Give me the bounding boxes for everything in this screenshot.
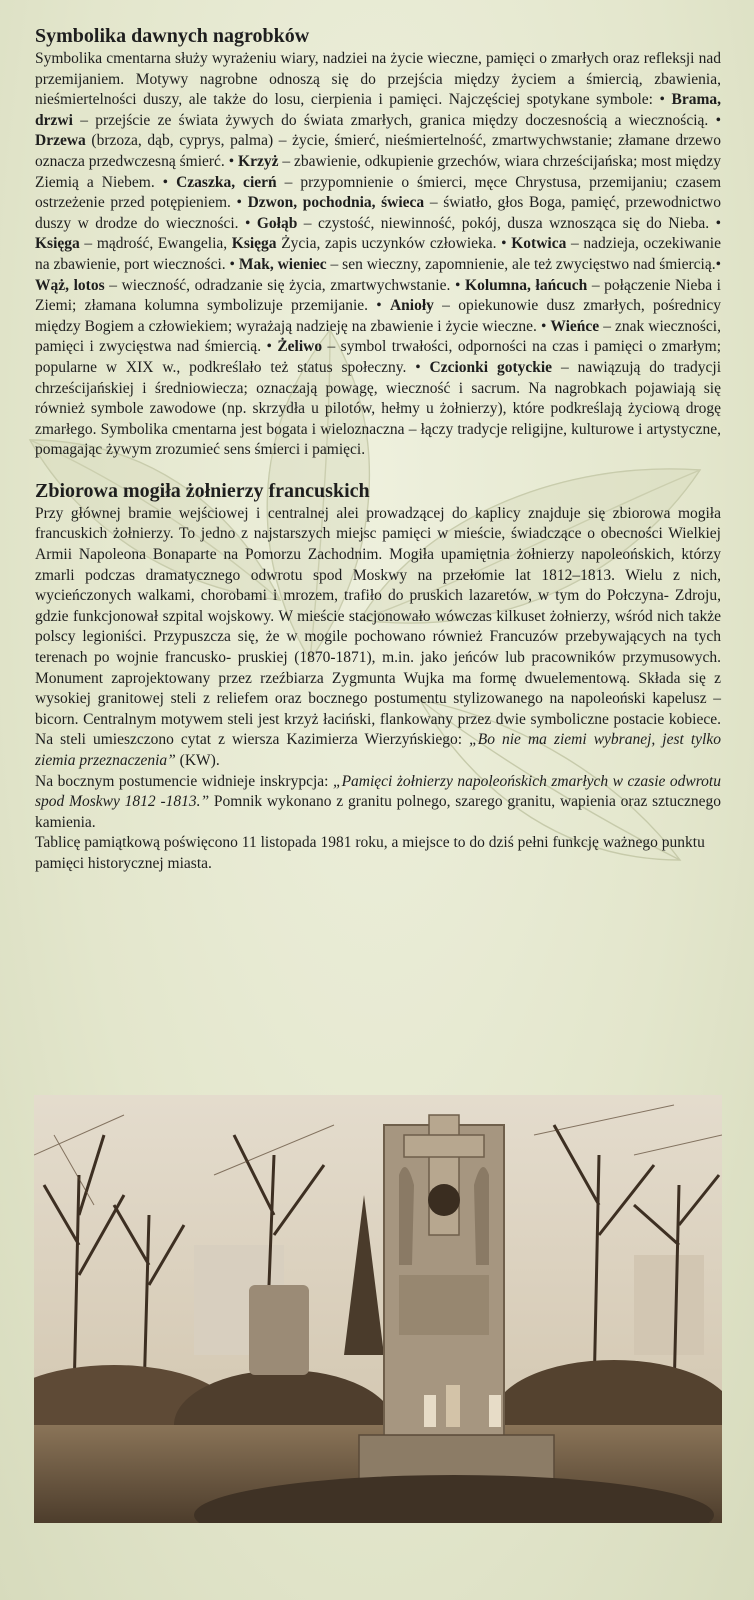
symbol-term: Dzwon, pochodnia, świeca bbox=[247, 194, 425, 212]
quote-author: (KW). bbox=[175, 752, 220, 769]
section-title-symbolism: Symbolika dawnych nagrobków bbox=[35, 25, 310, 47]
text-content bbox=[35, 24, 721, 875]
symbolism-paragraph: Symbolika cmentarna służy wyrażeniu wiary, nadziei na życie wieczne, pamięci o zmarłych oraz refleksji nad przemijaniem. Motywy nagrobne odnoszą się do przejścia między życiem a śmiercią, zbawienia, nieśmiertelności duszy, ale także do losu, cierpienia i pamięci. Najczęściej spotykane symbole: • Brama, drzwi – przejście ze świata żywych do świata zmarłych, granica między doczesnością a wiecznością. • Drzewa (brzoza, dąb, cyprys, palma) – życie, śmierć, nieśmiertelność, zmartwychwstanie; złamane drzewo oznacza przedwczesną śmierć. • Krzyż – zbawienie, odkupienie grzechów, wiara chrześcijańska; most między Ziemią a Niebem. • Czaszka, cierń – przypomnienie o śmierci, męce Chrystusa, przemijaniu; czasem ostrzeżenie przed potępieniem. • Dzwon, pochodnia, świeca – światło, głos Boga, pamięć, przewodnictwo duszy w drodze do wieczności. • Gołąb – czystość, niewinność, pokój, dusza wznosząca się do Nieba. • Księga – mądrość, Ewangelia, Księga Życia, zapis uczynków człowieka. • Kotwica – nadzieja, oczekiwanie na zbawienie, port wieczności. • Mak, wieniec – sen wieczny, zapomnienie, ale też zwycięstwo nad śmiercią.• Wąż, lotos – wieczność, odradzanie się życia, zmartwychwstanie. • Kolumna, łańcuch – połączenie Nieba i Ziemi; złamana kolumna symbolizuje przemijanie. • Anioły – opiekunowie dusz zmarłych, pośrednicy między Bogiem a człowiekiem; wyrażają nadzieję na zbawienie i życie wieczne. • Wieńce – znak wieczności, pamięci i zwycięstwa nad śmiercią. • Żeliwo – symbol trwałości, odporności na czas i pamięci o zmarłym; popularne w XIX w., podkreślało też status społeczny. • Czcionki gotyckie – nawiązują do tradycji chrześcijańskiej i średniowiecza; oznaczają powagę, wieczność i sacrum. Na nagrobkach pojawiają się również symbole zawodowe (np. skrzydła u pilotów, hełmy u żołnierzy), które podkreślają życiową drogę zmarłego. Symbolika cmentarna jest bogata i wieloznaczna – łączy tradycje religijne, kulturowe i artystyczne, pomagając żywym zrozumieć sens śmierci i pamięci. bbox=[35, 50, 722, 459]
mass-grave-text: Przy głównej bramie wejściowej i centralnej alei prowadzącej do kaplicy znajduje się zbiorowa mogiła francuskich żołnierzy. To jedno z najstarszych miejsc pamięci w mieście, świadczące o obecności Wielkiej Armii Napoleona Bonaparte na Pomorzu Zachodnim. Mogiła upamiętnia żołnierzy napoleońskich, którzy zmarli podczas dramatycznego odwrotu spod Moskwy na przełomie lat 1812–1813. Wielu z nich, wycieńczonych walkami, chorobami i mrozem, trafiło do pruskich lazaretów, w tym do Połczyna- Zdroju, gdzie funkcjonował szpital wojskowy. W mieście stacjonowało wówczas kilkuset żołnierzy, wśród nich także polscy legioniści. Przypuszcza się, że w mogile pochowano również Francuzów przebywających na tych terenach po wojnie francusko- pruskiej (1870-1871), m.in. jako jeńców lub pracowników przymusowych. Monument zaprojektowany przez rzeźbiarza Zygmunta Wujka ma formę dwuelementową. Składa się z wysokiej granitowej steli z reliefem oraz bocznego postumentu stylizowanego na napoleoński kapelusz – bicorn. Centralnym motywem steli jest krzyż łaciński, flankowany przez dwie symboliczne postacie kobiece. Na steli umieszczono cytat z wiersza Kazimierza Wierzyńskiego: bbox=[35, 504, 721, 749]
monument-photo-illustration bbox=[34, 1095, 722, 1523]
symbol-term: Czaszka, cierń bbox=[176, 173, 277, 191]
symbol-term: Księga bbox=[35, 235, 80, 253]
symbol-term: Kolumna, łańcuch bbox=[465, 276, 588, 294]
inscription-paragraph bbox=[35, 772, 721, 834]
quote-wierzynski: „Bo nie ma ziemi wybranej, jest tylko ziemia przeznaczenia” bbox=[35, 731, 721, 769]
inscription-intro: Na bocznym postumencie widnieje inskrypcja: bbox=[35, 772, 333, 790]
mass-grave-paragraph bbox=[35, 504, 721, 772]
symbol-term: Czcionki gotyckie bbox=[429, 358, 553, 376]
symbol-term: Gołąb bbox=[256, 214, 298, 232]
closing-paragraph: Tablicę pamiątkową poświęcono 11 listopada 1981 roku, a miejsce to do dziś pełni funkcję ważnego punktu pamięci historycznej miasta. bbox=[35, 834, 705, 872]
material-text: Pomnik wykonano z granitu polnego, szarego granitu, wapienia oraz sztucznego kamienia. bbox=[35, 793, 721, 831]
symbol-term: Krzyż bbox=[238, 152, 279, 170]
symbol-term: Brama, drzwi bbox=[35, 91, 721, 129]
symbol-term: Księga bbox=[231, 235, 277, 253]
symbol-term: Kotwica bbox=[511, 235, 567, 253]
symbol-term: Anioły bbox=[389, 297, 434, 315]
monument-photo bbox=[34, 1095, 722, 1523]
symbol-term: Wąż, lotos bbox=[35, 276, 105, 294]
symbol-term: Żeliwo bbox=[277, 338, 323, 356]
symbol-term: Drzewa bbox=[35, 132, 86, 150]
symbol-term: Wieńce bbox=[550, 317, 600, 335]
section-title-mass-grave: Zbiorowa mogiła żołnierzy francuskich bbox=[35, 479, 370, 502]
inscription-quote: „Pamięci żołnierzy napoleońskich zmarłych w czasie odwrotu spod Moskwy 1812 -1813.” bbox=[35, 772, 721, 811]
symbol-term: Mak, wieniec bbox=[238, 255, 327, 273]
